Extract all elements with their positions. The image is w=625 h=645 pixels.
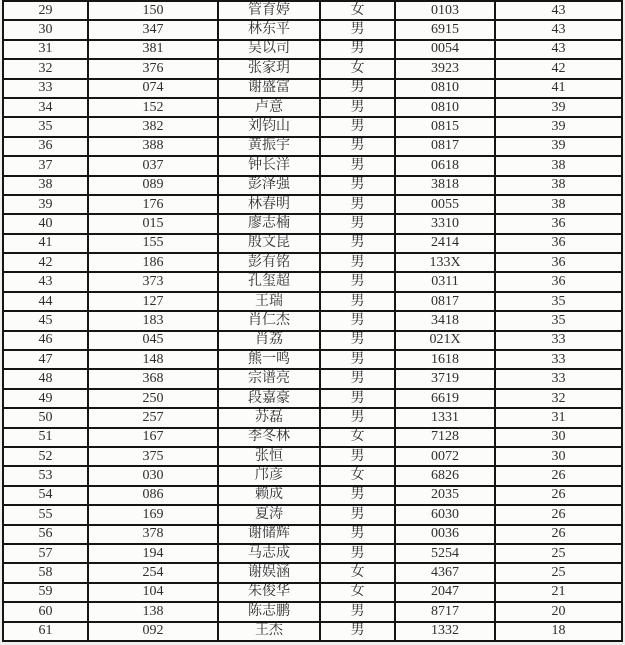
cell-rank: 42 bbox=[3, 253, 88, 272]
cell-name: 彭有铭 bbox=[218, 253, 320, 272]
cell-gender: 男 bbox=[320, 369, 395, 388]
cell-code: 183 bbox=[88, 311, 218, 330]
cell-gender: 男 bbox=[320, 292, 395, 311]
cell-rank: 29 bbox=[3, 1, 88, 20]
cell-name: 肖仁杰 bbox=[218, 311, 320, 330]
cell-number: 7128 bbox=[395, 428, 495, 447]
cell-rank: 41 bbox=[3, 234, 88, 253]
cell-number: 6915 bbox=[395, 20, 495, 39]
cell-name: 赖成 bbox=[218, 486, 320, 505]
cell-number: 0072 bbox=[395, 447, 495, 466]
cell-number: 3310 bbox=[395, 214, 495, 233]
cell-gender: 男 bbox=[320, 447, 395, 466]
cell-name: 张家玥 bbox=[218, 59, 320, 78]
cell-code: 086 bbox=[88, 486, 218, 505]
cell-gender: 女 bbox=[320, 583, 395, 602]
cell-score: 25 bbox=[495, 563, 622, 582]
cell-code: 074 bbox=[88, 79, 218, 98]
cell-code: 089 bbox=[88, 176, 218, 195]
cell-rank: 44 bbox=[3, 292, 88, 311]
cell-rank: 33 bbox=[3, 79, 88, 98]
cell-name: 黄振宇 bbox=[218, 137, 320, 156]
table-row bbox=[3, 117, 622, 136]
cell-code: 194 bbox=[88, 544, 218, 563]
cell-rank: 40 bbox=[3, 214, 88, 233]
cell-score: 43 bbox=[495, 20, 622, 39]
score-table bbox=[2, 0, 623, 642]
cell-gender: 男 bbox=[320, 408, 395, 427]
table-row bbox=[3, 253, 622, 272]
cell-rank: 31 bbox=[3, 40, 88, 59]
table-row bbox=[3, 331, 622, 350]
cell-number: 0817 bbox=[395, 137, 495, 156]
cell-rank: 60 bbox=[3, 602, 88, 621]
table-row bbox=[3, 369, 622, 388]
table-row bbox=[3, 622, 622, 641]
cell-rank: 37 bbox=[3, 156, 88, 175]
cell-number: 6619 bbox=[395, 389, 495, 408]
cell-score: 36 bbox=[495, 272, 622, 291]
cell-code: 037 bbox=[88, 156, 218, 175]
table-row bbox=[3, 389, 622, 408]
table-row bbox=[3, 486, 622, 505]
table-row bbox=[3, 234, 622, 253]
cell-name: 钟长洋 bbox=[218, 156, 320, 175]
cell-number: 021X bbox=[395, 331, 495, 350]
cell-gender: 女 bbox=[320, 1, 395, 20]
cell-score: 38 bbox=[495, 195, 622, 214]
table-row bbox=[3, 40, 622, 59]
cell-name: 朱俊华 bbox=[218, 583, 320, 602]
cell-gender: 男 bbox=[320, 505, 395, 524]
cell-gender: 男 bbox=[320, 389, 395, 408]
cell-code: 030 bbox=[88, 466, 218, 485]
cell-score: 42 bbox=[495, 59, 622, 78]
cell-rank: 49 bbox=[3, 389, 88, 408]
cell-gender: 女 bbox=[320, 59, 395, 78]
cell-score: 39 bbox=[495, 98, 622, 117]
cell-number: 1618 bbox=[395, 350, 495, 369]
cell-code: 347 bbox=[88, 20, 218, 39]
cell-code: 176 bbox=[88, 195, 218, 214]
cell-name: 肖荔 bbox=[218, 331, 320, 350]
cell-score: 25 bbox=[495, 544, 622, 563]
cell-gender: 男 bbox=[320, 486, 395, 505]
cell-rank: 53 bbox=[3, 466, 88, 485]
cell-score: 43 bbox=[495, 40, 622, 59]
table-row bbox=[3, 292, 622, 311]
cell-name: 王瑞 bbox=[218, 292, 320, 311]
cell-rank: 45 bbox=[3, 311, 88, 330]
cell-score: 30 bbox=[495, 447, 622, 466]
cell-number: 2047 bbox=[395, 583, 495, 602]
cell-code: 167 bbox=[88, 428, 218, 447]
cell-rank: 50 bbox=[3, 408, 88, 427]
cell-score: 36 bbox=[495, 234, 622, 253]
cell-name: 谢盛富 bbox=[218, 79, 320, 98]
table-row bbox=[3, 505, 622, 524]
cell-code: 138 bbox=[88, 602, 218, 621]
cell-name: 廖志楠 bbox=[218, 214, 320, 233]
table-row bbox=[3, 98, 622, 117]
table-row bbox=[3, 59, 622, 78]
cell-score: 21 bbox=[495, 583, 622, 602]
cell-gender: 女 bbox=[320, 466, 395, 485]
cell-number: 0036 bbox=[395, 525, 495, 544]
cell-score: 35 bbox=[495, 292, 622, 311]
cell-rank: 36 bbox=[3, 137, 88, 156]
cell-number: 0055 bbox=[395, 195, 495, 214]
cell-rank: 56 bbox=[3, 525, 88, 544]
cell-number: 0103 bbox=[395, 1, 495, 20]
cell-number: 3418 bbox=[395, 311, 495, 330]
cell-code: 373 bbox=[88, 272, 218, 291]
cell-name: 熊一鸣 bbox=[218, 350, 320, 369]
cell-number: 8717 bbox=[395, 602, 495, 621]
cell-rank: 38 bbox=[3, 176, 88, 195]
cell-gender: 男 bbox=[320, 98, 395, 117]
cell-gender: 男 bbox=[320, 622, 395, 641]
cell-code: 104 bbox=[88, 583, 218, 602]
table-row bbox=[3, 20, 622, 39]
cell-name: 吴以司 bbox=[218, 40, 320, 59]
cell-rank: 61 bbox=[3, 622, 88, 641]
cell-gender: 男 bbox=[320, 525, 395, 544]
cell-gender: 男 bbox=[320, 311, 395, 330]
table-row bbox=[3, 195, 622, 214]
cell-score: 26 bbox=[495, 505, 622, 524]
cell-name: 孔玺超 bbox=[218, 272, 320, 291]
cell-name: 夏涛 bbox=[218, 505, 320, 524]
cell-name: 陈志鹏 bbox=[218, 602, 320, 621]
cell-gender: 男 bbox=[320, 234, 395, 253]
cell-number: 0054 bbox=[395, 40, 495, 59]
table-row bbox=[3, 544, 622, 563]
cell-code: 015 bbox=[88, 214, 218, 233]
cell-gender: 男 bbox=[320, 602, 395, 621]
cell-gender: 男 bbox=[320, 156, 395, 175]
cell-code: 148 bbox=[88, 350, 218, 369]
cell-score: 31 bbox=[495, 408, 622, 427]
cell-code: 378 bbox=[88, 525, 218, 544]
table-row bbox=[3, 137, 622, 156]
cell-gender: 男 bbox=[320, 331, 395, 350]
cell-name: 林春明 bbox=[218, 195, 320, 214]
cell-code: 388 bbox=[88, 137, 218, 156]
cell-gender: 女 bbox=[320, 563, 395, 582]
cell-gender: 男 bbox=[320, 176, 395, 195]
cell-score: 33 bbox=[495, 369, 622, 388]
cell-name: 刘钧山 bbox=[218, 117, 320, 136]
cell-code: 376 bbox=[88, 59, 218, 78]
cell-code: 186 bbox=[88, 253, 218, 272]
cell-name: 谢储辉 bbox=[218, 525, 320, 544]
cell-score: 38 bbox=[495, 156, 622, 175]
table-row bbox=[3, 176, 622, 195]
table-row bbox=[3, 525, 622, 544]
cell-number: 0618 bbox=[395, 156, 495, 175]
table-row bbox=[3, 428, 622, 447]
cell-number: 0810 bbox=[395, 79, 495, 98]
cell-score: 35 bbox=[495, 311, 622, 330]
cell-number: 6826 bbox=[395, 466, 495, 485]
cell-gender: 男 bbox=[320, 253, 395, 272]
cell-score: 43 bbox=[495, 1, 622, 20]
cell-code: 382 bbox=[88, 117, 218, 136]
cell-gender: 男 bbox=[320, 214, 395, 233]
table-row bbox=[3, 79, 622, 98]
table-row bbox=[3, 214, 622, 233]
cell-score: 20 bbox=[495, 602, 622, 621]
cell-number: 3818 bbox=[395, 176, 495, 195]
cell-number: 133X bbox=[395, 253, 495, 272]
table-row bbox=[3, 466, 622, 485]
table-row bbox=[3, 272, 622, 291]
cell-code: 045 bbox=[88, 331, 218, 350]
cell-number: 0815 bbox=[395, 117, 495, 136]
cell-rank: 39 bbox=[3, 195, 88, 214]
cell-rank: 30 bbox=[3, 20, 88, 39]
cell-score: 38 bbox=[495, 176, 622, 195]
cell-score: 39 bbox=[495, 117, 622, 136]
table-row bbox=[3, 447, 622, 466]
cell-number: 6030 bbox=[395, 505, 495, 524]
table-row bbox=[3, 583, 622, 602]
cell-number: 5254 bbox=[395, 544, 495, 563]
table-row bbox=[3, 350, 622, 369]
cell-rank: 35 bbox=[3, 117, 88, 136]
cell-rank: 59 bbox=[3, 583, 88, 602]
cell-score: 41 bbox=[495, 79, 622, 98]
cell-score: 18 bbox=[495, 622, 622, 641]
cell-gender: 男 bbox=[320, 544, 395, 563]
cell-number: 2035 bbox=[395, 486, 495, 505]
cell-score: 26 bbox=[495, 466, 622, 485]
cell-name: 谢娱涵 bbox=[218, 563, 320, 582]
cell-score: 33 bbox=[495, 331, 622, 350]
cell-name: 林东平 bbox=[218, 20, 320, 39]
cell-number: 3923 bbox=[395, 59, 495, 78]
table-row bbox=[3, 563, 622, 582]
cell-rank: 55 bbox=[3, 505, 88, 524]
table-row bbox=[3, 1, 622, 20]
cell-gender: 男 bbox=[320, 137, 395, 156]
cell-name: 张恒 bbox=[218, 447, 320, 466]
table-row bbox=[3, 408, 622, 427]
cell-name: 殷文昆 bbox=[218, 234, 320, 253]
cell-score: 26 bbox=[495, 525, 622, 544]
cell-code: 368 bbox=[88, 369, 218, 388]
cell-name: 李冬林 bbox=[218, 428, 320, 447]
cell-code: 152 bbox=[88, 98, 218, 117]
cell-code: 257 bbox=[88, 408, 218, 427]
cell-code: 092 bbox=[88, 622, 218, 641]
cell-number: 1332 bbox=[395, 622, 495, 641]
cell-rank: 57 bbox=[3, 544, 88, 563]
cell-code: 169 bbox=[88, 505, 218, 524]
cell-rank: 43 bbox=[3, 272, 88, 291]
cell-score: 30 bbox=[495, 428, 622, 447]
cell-gender: 女 bbox=[320, 428, 395, 447]
cell-number: 3719 bbox=[395, 369, 495, 388]
cell-rank: 48 bbox=[3, 369, 88, 388]
cell-gender: 男 bbox=[320, 195, 395, 214]
cell-score: 26 bbox=[495, 486, 622, 505]
cell-name: 宗谱亮 bbox=[218, 369, 320, 388]
score-table-body bbox=[3, 1, 622, 641]
table-row bbox=[3, 602, 622, 621]
cell-rank: 47 bbox=[3, 350, 88, 369]
cell-score: 36 bbox=[495, 214, 622, 233]
cell-code: 254 bbox=[88, 563, 218, 582]
cell-number: 1331 bbox=[395, 408, 495, 427]
cell-name: 王杰 bbox=[218, 622, 320, 641]
cell-code: 155 bbox=[88, 234, 218, 253]
cell-gender: 男 bbox=[320, 79, 395, 98]
cell-number: 4367 bbox=[395, 563, 495, 582]
cell-code: 375 bbox=[88, 447, 218, 466]
table-row bbox=[3, 311, 622, 330]
cell-gender: 男 bbox=[320, 20, 395, 39]
cell-code: 250 bbox=[88, 389, 218, 408]
cell-name: 苏磊 bbox=[218, 408, 320, 427]
cell-rank: 58 bbox=[3, 563, 88, 582]
cell-rank: 46 bbox=[3, 331, 88, 350]
cell-gender: 男 bbox=[320, 117, 395, 136]
cell-rank: 32 bbox=[3, 59, 88, 78]
cell-number: 2414 bbox=[395, 234, 495, 253]
cell-score: 36 bbox=[495, 253, 622, 272]
cell-code: 381 bbox=[88, 40, 218, 59]
cell-number: 0817 bbox=[395, 292, 495, 311]
cell-name: 卢意 bbox=[218, 98, 320, 117]
cell-score: 32 bbox=[495, 389, 622, 408]
cell-name: 邝彦 bbox=[218, 466, 320, 485]
cell-gender: 男 bbox=[320, 350, 395, 369]
cell-rank: 34 bbox=[3, 98, 88, 117]
cell-score: 33 bbox=[495, 350, 622, 369]
cell-number: 0810 bbox=[395, 98, 495, 117]
cell-rank: 51 bbox=[3, 428, 88, 447]
cell-rank: 54 bbox=[3, 486, 88, 505]
cell-code: 127 bbox=[88, 292, 218, 311]
cell-score: 39 bbox=[495, 137, 622, 156]
cell-gender: 男 bbox=[320, 272, 395, 291]
cell-name: 彭泽强 bbox=[218, 176, 320, 195]
cell-rank: 52 bbox=[3, 447, 88, 466]
cell-number: 0311 bbox=[395, 272, 495, 291]
cell-name: 段嘉豪 bbox=[218, 389, 320, 408]
cell-gender: 男 bbox=[320, 40, 395, 59]
cell-name: 管育婷 bbox=[218, 1, 320, 20]
cell-name: 马志成 bbox=[218, 544, 320, 563]
cell-code: 150 bbox=[88, 1, 218, 20]
table-row bbox=[3, 156, 622, 175]
